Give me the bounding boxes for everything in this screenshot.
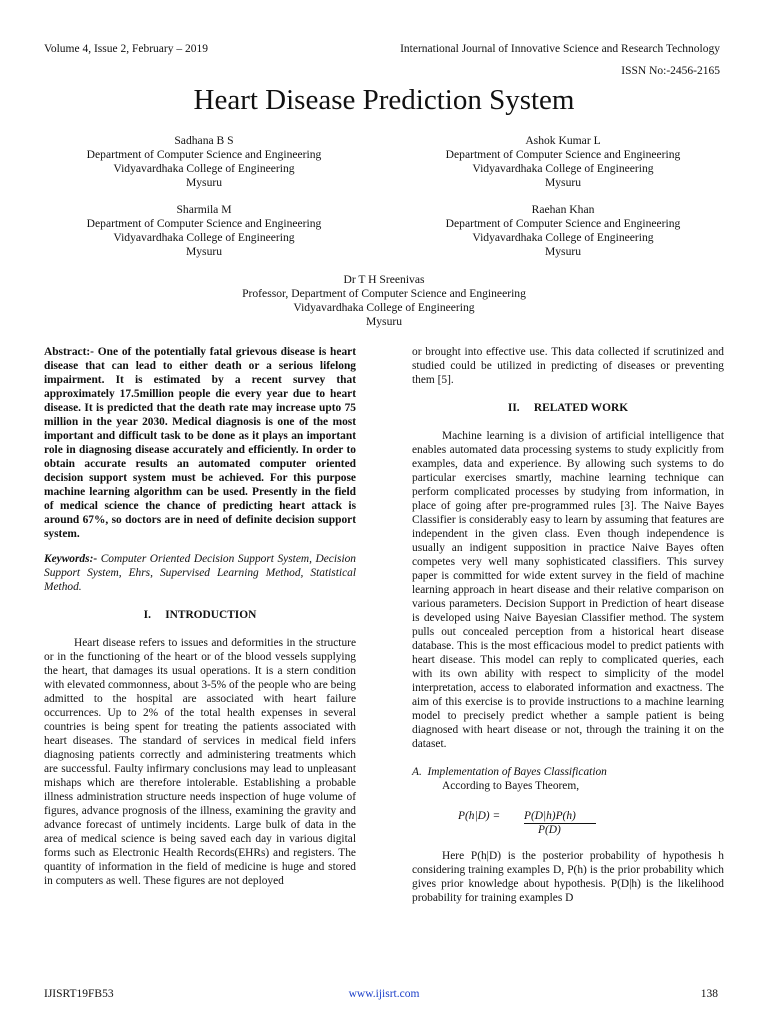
- footer-paper-code: IJISRT19FB53: [44, 988, 114, 1000]
- posterior-paragraph: Here P(h|D) is the posterior probability of hypothesis h considering training examples D, P(h) is the prior probability which gives prior knowledge about hypothesis. P(D|h) is the likelihood probability for training examples D: [412, 850, 724, 904]
- equation-denominator: P(D): [538, 824, 561, 836]
- bayes-equation: [412, 805, 724, 839]
- author-name: Dr T H Sreenivas: [343, 273, 425, 286]
- author-city: Mysuru: [365, 315, 403, 328]
- author-city: Mysuru: [185, 176, 223, 189]
- author-college: Vidyavardhaka College of Engineering: [113, 231, 295, 244]
- equation-lhs: P(h|D) =: [458, 810, 501, 822]
- author-dept: Professor, Department of Computer Science and Engineering: [242, 287, 526, 300]
- section-heading-related-work: II. RELATED WORK: [507, 402, 629, 414]
- author-dept: Department of Computer Science and Engineering: [86, 217, 322, 230]
- author-dept: Department of Computer Science and Engineering: [445, 148, 681, 161]
- left-column: [44, 345, 356, 888]
- author-block-2: [403, 134, 723, 190]
- author-block-4: [403, 203, 723, 259]
- right-column: [412, 345, 724, 905]
- paper-title: Heart Disease Prediction System: [193, 84, 575, 116]
- header-issn: ISSN No:-2456-2165: [621, 65, 720, 77]
- header-journal: International Journal of Innovative Science and Research Technology: [400, 43, 720, 55]
- keywords-text: Computer Oriented Decision Support System, Decision Support System, Ehrs, Supervised Learning Method, Statistical Method.: [44, 553, 356, 593]
- according-text: According to Bayes Theorem,: [442, 780, 580, 792]
- section-heading-introduction: I. INTRODUCTION: [143, 609, 257, 621]
- introduction-continued: or brought into effective use. This data collected if scrutinized and studied could be utilized in predicting of diseases or preventing them [5].: [412, 346, 724, 386]
- keywords-label: Keywords:-: [44, 553, 98, 565]
- author-city: Mysuru: [544, 176, 582, 189]
- author-city: Mysuru: [185, 245, 223, 258]
- introduction-paragraph: Heart disease refers to issues and deformities in the structure or in the functioning of the heart or of the blood vessels supplying the heart, that damages its usual operations. It is a stern condition with elevated commonness, about 3-5% of the people who are being admitted to the hospital are associated with heart failure occurrences. Up to 2% of the total health expenses in several countries is being spent for treating the patients associated with heart diseases. The standard of services in medical field infers diagnosing patients correctly and administering treatments which are successful. Faulty infirmary conclusions may lead to unpleasant mishaps which are therefore intolerable. Establishing a probable illness administration structure needs inspection of huge volume of figures, advance prognosis of the illness, examining the gravity and advance forecast of untimely incidents. Large bulk of data in the area of medical science is being saved each day in various digital forms such as Electronic Health Records(EHRs) and registers. The quantity of information in the field of medicine is huge and stored in computers as well. These figures are not deployed: [44, 637, 356, 887]
- author-college: Vidyavardhaka College of Engineering: [472, 162, 654, 175]
- author-name: Raehan Khan: [531, 203, 595, 216]
- subsection-heading: A. Implementation of Bayes Classification: [412, 766, 607, 778]
- author-block-3: [44, 203, 364, 259]
- author-college: Vidyavardhaka College of Engineering: [472, 231, 654, 244]
- abstract: Abstract:- One of the potentially fatal grievous disease is heart disease that can lead to either death or a serious lifelong impairment. It is estimated by a recent survey that approximately 17.5million people die every year due to heart disease. It is predicted that the death rate may increase upto 75 million in the year 2030. Medical diagnosis is one of the most important and difficult task to be done as it plays an important role in diagnosing disease accurately and efficiently. In order to obtain accurate results an automated computer oriented decision support system must be achieved. For this purpose machine learning algorithm can be used. Presently in the field of medical science the chance of predicting heart attack is around 67%, so doctors are in need of definite decision support system.: [44, 346, 356, 540]
- author-dept: Department of Computer Science and Engineering: [445, 217, 681, 230]
- author-block-5: [144, 273, 624, 329]
- author-dept: Department of Computer Science and Engineering: [86, 148, 322, 161]
- footer-page-number: 138: [700, 988, 718, 1000]
- author-name: Sadhana B S: [174, 134, 234, 147]
- header-volume: Volume 4, Issue 2, February – 2019: [44, 43, 208, 55]
- keywords: [44, 552, 356, 594]
- author-college: Vidyavardhaka College of Engineering: [293, 301, 475, 314]
- author-college: Vidyavardhaka College of Engineering: [113, 162, 295, 175]
- author-city: Mysuru: [544, 245, 582, 258]
- equation-numerator: P(D|h)P(h): [524, 810, 576, 822]
- related-work-paragraph: Machine learning is a division of artificial intelligence that enables automated data processing systems to study explicitly from examples, data and experience. By allowing such systems to do particular exercises smartly, machine learning technique can perform complicated processes by studying from information, in place of going after pre-programmed rules [3]. The Naive Bayes Classifier is considerably easy to learn by assuming that features are independent in the given class. Even though independence is usually an indigent supposition in practice Naive Bayes often competes very well many sophisticated classifiers. This survey paper is committed for wide extent survey in the field of machine learning approach in heart disease and their relative comparison on various parameters. Decision Support in Prediction of heart disease is developed using Naive Bayesian Classifier method. The system pulls out concealed perception from a historical heart disease database. This is the most efficacious model to predict patients with heart disease. This model can reply to complicated queries, each with its own ability with respect to simplicity of the model interpretation, access to elaborated information and exactness. The aim of this exercise is to provide instructions to a machine learning model to precisely predict whether a sample patient is being diagnosed with heart disease or not, through the training it on the dataset.: [412, 430, 724, 750]
- author-block-1: [44, 134, 364, 190]
- author-name: Sharmila M: [176, 203, 232, 216]
- footer-url-link[interactable]: www.ijisrt.com: [348, 988, 420, 1000]
- author-name: Ashok Kumar L: [525, 134, 601, 147]
